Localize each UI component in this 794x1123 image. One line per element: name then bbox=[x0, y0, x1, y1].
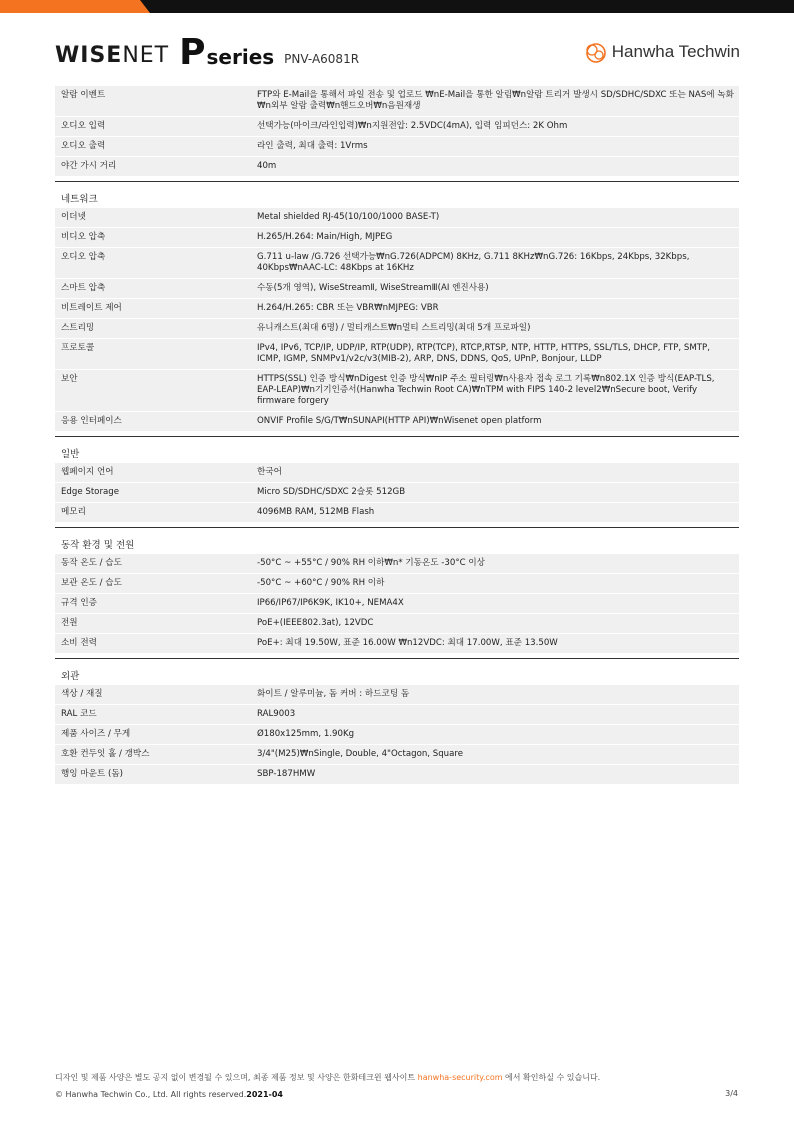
copyright-text: © Hanwha Techwin Co., Ltd. All rights reserved. bbox=[55, 1090, 247, 1099]
spec-row bbox=[55, 248, 739, 279]
section-title: 동작 환경 및 전원 bbox=[55, 528, 739, 555]
spec-label: 야간 가시 거리 bbox=[55, 157, 251, 177]
spec-row bbox=[55, 319, 739, 339]
spec-row bbox=[55, 745, 739, 765]
spec-row bbox=[55, 299, 739, 319]
spec-row bbox=[55, 86, 739, 117]
spec-label: 행잉 마운트 (돔) bbox=[55, 765, 251, 785]
spec-table bbox=[55, 86, 739, 785]
spec-value: 유니캐스트(최대 6명) / 멀티캐스트₩n멀티 스트리밍(최대 5개 프로파일) bbox=[251, 319, 739, 339]
spec-label: 색상 / 재질 bbox=[55, 685, 251, 705]
spec-value: Ø180x125mm, 1.90Kg bbox=[251, 725, 739, 745]
spec-label: 스트리밍 bbox=[55, 319, 251, 339]
spec-row bbox=[55, 117, 739, 137]
website-link[interactable]: hanwha-security.com bbox=[417, 1073, 503, 1082]
spec-row bbox=[55, 228, 739, 248]
spec-label: 규격 인증 bbox=[55, 594, 251, 614]
spec-row bbox=[55, 574, 739, 594]
spec-value: -50°C ~ +55°C / 90% RH 이하₩n* 기동온도 -30°C 이상 bbox=[251, 554, 739, 574]
spec-label: 제품 사이즈 / 무게 bbox=[55, 725, 251, 745]
spec-row bbox=[55, 208, 739, 228]
footer-disclaimer bbox=[55, 1072, 600, 1083]
spec-row bbox=[55, 157, 739, 177]
section-header bbox=[55, 528, 739, 555]
spec-label: Edge Storage bbox=[55, 483, 251, 503]
brand-header bbox=[55, 32, 360, 73]
spec-value: RAL9003 bbox=[251, 705, 739, 725]
top-bar-accent bbox=[0, 0, 150, 13]
spec-value: IP66/IP67/IP6K9K, IK10+, NEMA4X bbox=[251, 594, 739, 614]
spec-label: 비트레이트 제어 bbox=[55, 299, 251, 319]
section-header bbox=[55, 437, 739, 464]
spec-label: 보관 온도 / 습도 bbox=[55, 574, 251, 594]
spec-label: 동작 온도 / 습도 bbox=[55, 554, 251, 574]
spec-label: 이더넷 bbox=[55, 208, 251, 228]
spec-label: RAL 코드 bbox=[55, 705, 251, 725]
spec-row bbox=[55, 685, 739, 705]
spec-row bbox=[55, 412, 739, 432]
spec-label: 메모리 bbox=[55, 503, 251, 523]
spec-row bbox=[55, 554, 739, 574]
series-word: series bbox=[206, 45, 275, 69]
spec-label: 스마트 압축 bbox=[55, 279, 251, 299]
hanwha-flame-icon bbox=[584, 40, 608, 64]
spec-row bbox=[55, 634, 739, 654]
section-title: 외관 bbox=[55, 659, 739, 686]
company-logo bbox=[584, 40, 740, 64]
spec-value: FTP와 E-Mail을 통해서 파일 전송 및 업로드 ₩nE-Mail을 통한 알림₩n알람 트리거 발생시 SD/SDHC/SDXC 또는 NAS에 녹화₩n외부 알람 출력₩n핸드오버₩n음원재생 bbox=[251, 86, 739, 117]
spec-value: 선택가능(마이크/라인입력)₩n지원전압: 2.5VDC(4mA), 입력 임피던스: 2K Ohm bbox=[251, 117, 739, 137]
footer-copyright bbox=[55, 1090, 283, 1099]
spec-value: G.711 u-law /G.726 선택가능₩nG.726(ADPCM) 8KHz, G.711 8KHz₩nG.726: 16Kbps, 24Kbps, 32Kbps, 40Kbps₩nAAC-LC: 48Kbps at 16KHz bbox=[251, 248, 739, 279]
spec-value: Metal shielded RJ-45(10/100/1000 BASE-T) bbox=[251, 208, 739, 228]
spec-row bbox=[55, 463, 739, 483]
spec-label: 오디오 압축 bbox=[55, 248, 251, 279]
spec-label: 오디오 입력 bbox=[55, 117, 251, 137]
spec-value: 라인 출력, 최대 출력: 1Vrms bbox=[251, 137, 739, 157]
section-title: 일반 bbox=[55, 437, 739, 464]
spec-value: Micro SD/SDHC/SDXC 2슬롯 512GB bbox=[251, 483, 739, 503]
spec-value: 3/4"(M25)₩nSingle, Double, 4"Octagon, Square bbox=[251, 745, 739, 765]
spec-label: 소비 전력 bbox=[55, 634, 251, 654]
company-name: Hanwha Techwin bbox=[611, 42, 740, 61]
spec-value: 한국어 bbox=[251, 463, 739, 483]
spec-row bbox=[55, 137, 739, 157]
spec-label: 프로토콜 bbox=[55, 339, 251, 370]
disclaimer-text: 디자인 및 제품 사양은 별도 공지 없이 변경될 수 있으며, 최종 제품 정보 및 사양은 한화테크윈 웹사이트 bbox=[55, 1073, 418, 1082]
spec-value: 화이트 / 알루미늄, 돔 커버 : 하드코팅 돔 bbox=[251, 685, 739, 705]
spec-row bbox=[55, 594, 739, 614]
spec-label: 웹페이지 언어 bbox=[55, 463, 251, 483]
spec-label: 비디오 압축 bbox=[55, 228, 251, 248]
spec-value: SBP-187HMW bbox=[251, 765, 739, 785]
spec-value: PoE+: 최대 19.50W, 표준 16.00W ₩n12VDC: 최대 17.00W, 표준 13.50W bbox=[251, 634, 739, 654]
spec-row bbox=[55, 705, 739, 725]
spec-value: PoE+(IEEE802.3at), 12VDC bbox=[251, 614, 739, 634]
spec-label: 오디오 출력 bbox=[55, 137, 251, 157]
spec-row bbox=[55, 725, 739, 745]
spec-label: 보안 bbox=[55, 370, 251, 412]
spec-value: ONVIF Profile S/G/T₩nSUNAPI(HTTP API)₩nWisenet open platform bbox=[251, 412, 739, 432]
section-header bbox=[55, 182, 739, 209]
spec-value: H.264/H.265: CBR 또는 VBR₩nMJPEG: VBR bbox=[251, 299, 739, 319]
spec-label: 전원 bbox=[55, 614, 251, 634]
section-header bbox=[55, 659, 739, 686]
model-number: PNV-A6081R bbox=[284, 52, 360, 66]
spec-row bbox=[55, 503, 739, 523]
spec-row bbox=[55, 483, 739, 503]
disclaimer-suffix: 에서 확인하실 수 있습니다. bbox=[502, 1073, 601, 1082]
spec-label: 응용 인터페이스 bbox=[55, 412, 251, 432]
spec-label: 알람 이벤트 bbox=[55, 86, 251, 117]
spec-value: H.265/H.264: Main/High, MJPEG bbox=[251, 228, 739, 248]
section-title: 네트워크 bbox=[55, 182, 739, 209]
wisenet-logo bbox=[55, 42, 169, 70]
spec-row bbox=[55, 339, 739, 370]
spec-value: IPv4, IPv6, TCP/IP, UDP/IP, RTP(UDP), RTP(TCP), RTCP,RTSP, NTP, HTTP, HTTPS, SSL/TLS, DHCP, FTP, SMTP, ICMP, IGMP, SNMPv1/v2c/v3(MIB-2), ARP, DNS, DDNS, QoS, UPnP, Bonjour, LLDP bbox=[251, 339, 739, 370]
brand-sub: NET bbox=[122, 43, 170, 68]
spec-value: 4096MB RAM, 512MB Flash bbox=[251, 503, 739, 523]
spec-row bbox=[55, 614, 739, 634]
spec-value: 수동(5개 영역), WiseStreamⅡ, WiseStreamⅢ(AI 엔진사용) bbox=[251, 279, 739, 299]
spec-row bbox=[55, 279, 739, 299]
publish-date: 2021-04 bbox=[246, 1090, 283, 1099]
spec-row bbox=[55, 765, 739, 785]
spec-value: 40m bbox=[251, 157, 739, 177]
spec-label: 호환 컨두잇 홀 / 갱박스 bbox=[55, 745, 251, 765]
spec-value: HTTPS(SSL) 인증 방식₩nDigest 인증 방식₩nIP 주소 필터링₩n사용자 접속 로그 기록₩n802.1X 인증 방식(EAP-TLS, EAP-LEAP)₩n기기인증서(Hanwha Techwin Root CA)₩nTPM with FIPS 140-2 level2₩nSecure boot, Verify firmware forgery bbox=[251, 370, 739, 412]
series-letter: P bbox=[179, 32, 206, 73]
page-number: 3/4 bbox=[725, 1089, 738, 1098]
spec-row bbox=[55, 370, 739, 412]
brand-main: WISE bbox=[55, 43, 123, 68]
spec-value: -50°C ~ +60°C / 90% RH 이하 bbox=[251, 574, 739, 594]
